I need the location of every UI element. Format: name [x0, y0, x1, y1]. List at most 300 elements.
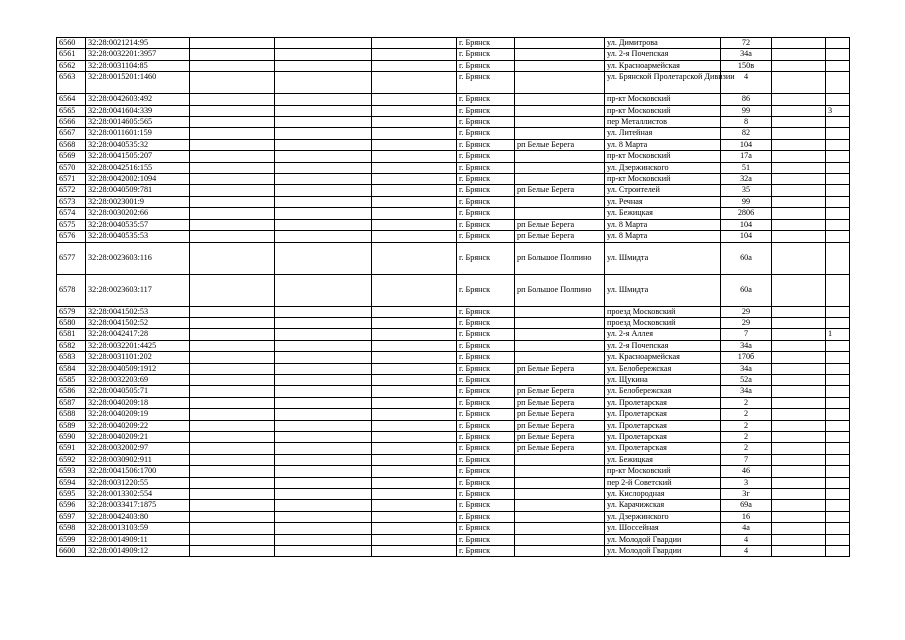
table-row: [57, 72, 850, 94]
cell-settlement: [515, 511, 605, 522]
cell-col-11: [826, 363, 850, 374]
cell-city: г. Брянск: [457, 317, 515, 328]
cell-col-4: [275, 151, 372, 162]
cell-row-number: 6576: [57, 231, 86, 242]
cell-col-4: [275, 386, 372, 397]
cell-house-number: 34а: [721, 386, 772, 397]
table-row: [57, 443, 850, 454]
cell-col-4: [275, 523, 372, 534]
cell-house-number: 2: [721, 420, 772, 431]
cell-row-number: 6592: [57, 454, 86, 465]
cell-cadastral-number: 32:28:0015201:1460: [86, 72, 190, 94]
cell-house-number: 104: [721, 139, 772, 150]
cell-col-3: [190, 500, 275, 511]
cell-city: г. Брянск: [457, 352, 515, 363]
cell-col-11: [826, 38, 850, 49]
cell-settlement: рп Белые Берега: [515, 409, 605, 420]
cell-street: ул. 8 Марта: [605, 219, 721, 230]
cell-col-5: [372, 523, 457, 534]
cell-cadastral-number: 32:28:0032201:3957: [86, 49, 190, 60]
table-row: [57, 534, 850, 545]
cell-row-number: 6560: [57, 38, 86, 49]
cell-cadastral-number: 32:28:0042516:155: [86, 162, 190, 173]
cell-col-10: [772, 60, 826, 71]
cell-cadastral-number: 32:28:0041502:52: [86, 317, 190, 328]
cell-col-10: [772, 386, 826, 397]
table-row: [57, 196, 850, 207]
cell-cadastral-number: 32:28:0042002:1094: [86, 174, 190, 185]
cell-street: ул. Дзержинского: [605, 162, 721, 173]
table-row: [57, 117, 850, 128]
cell-settlement: [515, 523, 605, 534]
cell-col-5: [372, 60, 457, 71]
cell-house-number: 86: [721, 94, 772, 105]
table-row: [57, 329, 850, 340]
cell-cadastral-number: 32:28:0030902:911: [86, 454, 190, 465]
cell-settlement: рп Большое Полпино: [515, 274, 605, 306]
cell-settlement: [515, 174, 605, 185]
cell-col-5: [372, 128, 457, 139]
cell-street: пер Металлистов: [605, 117, 721, 128]
cell-city: г. Брянск: [457, 128, 515, 139]
cell-col-10: [772, 208, 826, 219]
cell-street: ул. 8 Марта: [605, 231, 721, 242]
cell-row-number: 6590: [57, 431, 86, 442]
cell-col-4: [275, 511, 372, 522]
cell-cadastral-number: 32:28:0040509:781: [86, 185, 190, 196]
cell-settlement: [515, 489, 605, 500]
cell-house-number: 46: [721, 466, 772, 477]
cell-col-4: [275, 49, 372, 60]
cell-col-4: [275, 546, 372, 557]
cell-col-3: [190, 151, 275, 162]
cell-city: г. Брянск: [457, 196, 515, 207]
cell-col-3: [190, 386, 275, 397]
cell-city: г. Брянск: [457, 105, 515, 116]
cell-city: г. Брянск: [457, 340, 515, 351]
cell-street: пр-кт Московский: [605, 466, 721, 477]
cell-street: ул. Строителей: [605, 185, 721, 196]
cell-cadastral-number: 32:28:0033417:1875: [86, 500, 190, 511]
cell-street: ул. Шоссейная: [605, 523, 721, 534]
cell-col-10: [772, 162, 826, 173]
cell-row-number: 6575: [57, 219, 86, 230]
cell-col-10: [772, 443, 826, 454]
table-row: [57, 242, 850, 274]
cell-col-4: [275, 174, 372, 185]
table-row: [57, 511, 850, 522]
cell-row-number: 6600: [57, 546, 86, 557]
cell-cadastral-number: 32:28:0031104:85: [86, 60, 190, 71]
cell-cadastral-number: 32:28:0013103:59: [86, 523, 190, 534]
cell-settlement: [515, 49, 605, 60]
cell-col-4: [275, 500, 372, 511]
table-row: [57, 49, 850, 60]
cell-street: ул. Белобережская: [605, 386, 721, 397]
cell-street: ул. Бежицкая: [605, 208, 721, 219]
cell-row-number: 6589: [57, 420, 86, 431]
cell-col-5: [372, 363, 457, 374]
cell-house-number: 2806: [721, 208, 772, 219]
cell-col-10: [772, 174, 826, 185]
cell-house-number: 4: [721, 534, 772, 545]
cell-col-3: [190, 242, 275, 274]
cell-col-4: [275, 105, 372, 116]
cell-col-3: [190, 139, 275, 150]
cell-house-number: 4а: [721, 523, 772, 534]
table-row: [57, 208, 850, 219]
cell-col-5: [372, 511, 457, 522]
table-row: [57, 231, 850, 242]
cell-house-number: 4: [721, 72, 772, 94]
cell-street: пр-кт Московский: [605, 105, 721, 116]
cell-col-10: [772, 454, 826, 465]
cell-col-3: [190, 466, 275, 477]
cell-house-number: 8: [721, 117, 772, 128]
cell-col-5: [372, 38, 457, 49]
cell-cadastral-number: 32:28:0041502:53: [86, 306, 190, 317]
cell-street: ул. Молодой Гвардии: [605, 534, 721, 545]
cell-col-5: [372, 534, 457, 545]
cell-city: г. Брянск: [457, 397, 515, 408]
table-row: [57, 431, 850, 442]
cell-row-number: 6561: [57, 49, 86, 60]
cell-col-5: [372, 489, 457, 500]
cell-row-number: 6564: [57, 94, 86, 105]
cell-street: ул. Белобережская: [605, 363, 721, 374]
cell-col-11: [826, 317, 850, 328]
cell-street: ул. Бежицкая: [605, 454, 721, 465]
table-row: [57, 128, 850, 139]
cell-col-11: [826, 139, 850, 150]
cell-house-number: 170б: [721, 352, 772, 363]
cell-settlement: рп Белые Берега: [515, 363, 605, 374]
cell-col-3: [190, 431, 275, 442]
cell-col-3: [190, 454, 275, 465]
cell-col-10: [772, 38, 826, 49]
cell-col-5: [372, 317, 457, 328]
table-row: [57, 139, 850, 150]
cell-street: ул. 2-я Почепская: [605, 340, 721, 351]
cell-col-11: [826, 128, 850, 139]
cell-col-4: [275, 431, 372, 442]
cell-street: ул. 2-я Аллея: [605, 329, 721, 340]
cell-col-3: [190, 511, 275, 522]
cell-col-10: [772, 274, 826, 306]
cell-col-5: [372, 546, 457, 557]
cell-col-4: [275, 409, 372, 420]
cell-col-5: [372, 443, 457, 454]
cell-col-3: [190, 174, 275, 185]
cell-cadastral-number: 32:28:0040535:53: [86, 231, 190, 242]
cell-settlement: [515, 317, 605, 328]
cell-city: г. Брянск: [457, 454, 515, 465]
cell-city: г. Брянск: [457, 162, 515, 173]
cell-col-5: [372, 139, 457, 150]
cell-row-number: 6586: [57, 386, 86, 397]
cell-row-number: 6578: [57, 274, 86, 306]
cell-city: г. Брянск: [457, 185, 515, 196]
cell-col-11: [826, 231, 850, 242]
cell-settlement: рп Белые Берега: [515, 386, 605, 397]
cell-col-11: [826, 534, 850, 545]
cell-col-3: [190, 38, 275, 49]
cell-col-3: [190, 219, 275, 230]
cell-settlement: [515, 329, 605, 340]
cell-col-3: [190, 409, 275, 420]
cell-settlement: рп Белые Берега: [515, 231, 605, 242]
cell-col-11: [826, 208, 850, 219]
cell-cadastral-number: 32:28:0040209:22: [86, 420, 190, 431]
cell-col-11: [826, 523, 850, 534]
cell-city: г. Брянск: [457, 151, 515, 162]
cell-settlement: [515, 454, 605, 465]
cell-city: г. Брянск: [457, 363, 515, 374]
cell-house-number: 34а: [721, 363, 772, 374]
cell-settlement: [515, 466, 605, 477]
cell-col-5: [372, 329, 457, 340]
cell-col-3: [190, 397, 275, 408]
cell-settlement: рп Белые Берега: [515, 397, 605, 408]
cell-house-number: 150в: [721, 60, 772, 71]
cell-street: пр-кт Московский: [605, 151, 721, 162]
cell-col-5: [372, 409, 457, 420]
cell-col-11: [826, 489, 850, 500]
cell-settlement: [515, 500, 605, 511]
cell-col-5: [372, 151, 457, 162]
table-row: [57, 454, 850, 465]
cell-col-10: [772, 489, 826, 500]
cell-col-5: [372, 466, 457, 477]
cell-street: проезд Московский: [605, 306, 721, 317]
cell-col-5: [372, 242, 457, 274]
cell-col-5: [372, 196, 457, 207]
cell-row-number: 6597: [57, 511, 86, 522]
cell-col-3: [190, 196, 275, 207]
cell-cadastral-number: 32:28:0040209:19: [86, 409, 190, 420]
cell-col-10: [772, 523, 826, 534]
cell-col-11: [826, 274, 850, 306]
cell-house-number: 29: [721, 317, 772, 328]
cell-house-number: 2: [721, 409, 772, 420]
cell-city: г. Брянск: [457, 306, 515, 317]
cell-street: ул. Пролетарская: [605, 397, 721, 408]
cell-col-10: [772, 94, 826, 105]
cell-house-number: 60а: [721, 242, 772, 274]
cell-street: ул. Красноармейская: [605, 60, 721, 71]
cell-row-number: 6563: [57, 72, 86, 94]
table-row: [57, 94, 850, 105]
table-row: [57, 162, 850, 173]
cell-row-number: 6570: [57, 162, 86, 173]
cell-col-3: [190, 523, 275, 534]
cell-col-3: [190, 443, 275, 454]
table-row: [57, 500, 850, 511]
cell-city: г. Брянск: [457, 174, 515, 185]
cell-col-4: [275, 185, 372, 196]
cell-col-3: [190, 306, 275, 317]
cell-col-4: [275, 352, 372, 363]
table-row: [57, 38, 850, 49]
cell-col-11: 1: [826, 329, 850, 340]
cell-city: г. Брянск: [457, 139, 515, 150]
cell-col-10: [772, 534, 826, 545]
cell-col-3: [190, 128, 275, 139]
cell-col-10: [772, 397, 826, 408]
cell-col-10: [772, 196, 826, 207]
cell-house-number: 4: [721, 546, 772, 557]
cell-settlement: рп Белые Берега: [515, 219, 605, 230]
cell-street: ул. Пролетарская: [605, 409, 721, 420]
cell-col-11: [826, 117, 850, 128]
cell-col-4: [275, 466, 372, 477]
cell-row-number: 6574: [57, 208, 86, 219]
cell-cadastral-number: 32:28:0031101:202: [86, 352, 190, 363]
cell-city: г. Брянск: [457, 420, 515, 431]
cell-col-11: [826, 431, 850, 442]
cell-settlement: [515, 128, 605, 139]
cell-row-number: 6567: [57, 128, 86, 139]
cell-col-11: [826, 374, 850, 385]
cell-street: ул. Шмидта: [605, 274, 721, 306]
cell-col-5: [372, 94, 457, 105]
cell-row-number: 6572: [57, 185, 86, 196]
cell-house-number: 82: [721, 128, 772, 139]
cell-street: ул. Карачижская: [605, 500, 721, 511]
cell-col-11: [826, 443, 850, 454]
table-row: [57, 546, 850, 557]
cell-settlement: [515, 151, 605, 162]
cell-col-4: [275, 117, 372, 128]
cell-col-11: [826, 242, 850, 274]
cell-settlement: [515, 117, 605, 128]
cell-col-5: [372, 420, 457, 431]
cell-col-3: [190, 420, 275, 431]
cell-cadastral-number: 32:28:0014605:565: [86, 117, 190, 128]
cell-col-5: [372, 477, 457, 488]
cell-col-5: [372, 219, 457, 230]
cell-col-4: [275, 208, 372, 219]
cell-col-3: [190, 208, 275, 219]
cell-col-10: [772, 72, 826, 94]
cell-street: ул. Пролетарская: [605, 420, 721, 431]
cell-col-4: [275, 196, 372, 207]
cell-col-5: [372, 431, 457, 442]
cell-street: пр-кт Московский: [605, 94, 721, 105]
cell-col-4: [275, 72, 372, 94]
cell-city: г. Брянск: [457, 38, 515, 49]
cell-cadastral-number: 32:28:0041505:207: [86, 151, 190, 162]
cell-cadastral-number: 32:28:0014909:11: [86, 534, 190, 545]
cell-col-10: [772, 363, 826, 374]
cell-city: г. Брянск: [457, 219, 515, 230]
cell-col-4: [275, 489, 372, 500]
cell-row-number: 6580: [57, 317, 86, 328]
cell-city: г. Брянск: [457, 431, 515, 442]
cell-settlement: [515, 94, 605, 105]
cell-col-4: [275, 317, 372, 328]
cell-col-11: [826, 386, 850, 397]
cell-house-number: 32а: [721, 174, 772, 185]
cell-col-3: [190, 94, 275, 105]
table-row: [57, 306, 850, 317]
cell-col-4: [275, 162, 372, 173]
cell-col-11: 3: [826, 105, 850, 116]
table-row: [57, 409, 850, 420]
cell-street: ул. Щукина: [605, 374, 721, 385]
cell-col-4: [275, 363, 372, 374]
cell-col-11: [826, 546, 850, 557]
cell-col-3: [190, 489, 275, 500]
cell-street: ул. Речная: [605, 196, 721, 207]
cell-cadastral-number: 32:28:0040535:57: [86, 219, 190, 230]
cell-col-3: [190, 185, 275, 196]
cell-cadastral-number: 32:28:0042603:492: [86, 94, 190, 105]
cell-house-number: 69а: [721, 500, 772, 511]
cell-row-number: 6581: [57, 329, 86, 340]
cell-house-number: 104: [721, 231, 772, 242]
cell-row-number: 6579: [57, 306, 86, 317]
cell-col-3: [190, 477, 275, 488]
cell-col-11: [826, 397, 850, 408]
cell-row-number: 6598: [57, 523, 86, 534]
cell-col-4: [275, 231, 372, 242]
cell-city: г. Брянск: [457, 500, 515, 511]
cell-col-3: [190, 329, 275, 340]
cell-col-5: [372, 185, 457, 196]
cell-col-10: [772, 49, 826, 60]
cell-col-4: [275, 340, 372, 351]
cell-col-10: [772, 185, 826, 196]
cell-col-4: [275, 443, 372, 454]
cell-col-5: [372, 105, 457, 116]
cell-col-10: [772, 151, 826, 162]
cell-col-4: [275, 397, 372, 408]
cell-street: проезд Московский: [605, 317, 721, 328]
cell-settlement: [515, 38, 605, 49]
cell-city: г. Брянск: [457, 117, 515, 128]
cell-house-number: 3: [721, 477, 772, 488]
cell-house-number: 104: [721, 219, 772, 230]
cell-house-number: 29: [721, 306, 772, 317]
cell-col-4: [275, 274, 372, 306]
cell-col-5: [372, 162, 457, 173]
cell-row-number: 6562: [57, 60, 86, 71]
cell-street: ул. Молодой Гвардии: [605, 546, 721, 557]
table-row: [57, 317, 850, 328]
table-body: [57, 38, 850, 557]
cell-house-number: 2: [721, 397, 772, 408]
table-row: [57, 477, 850, 488]
cell-city: г. Брянск: [457, 231, 515, 242]
cell-cadastral-number: 32:28:0041506:1700: [86, 466, 190, 477]
cell-house-number: 72: [721, 38, 772, 49]
cell-col-4: [275, 329, 372, 340]
cell-row-number: 6596: [57, 500, 86, 511]
cell-col-11: [826, 477, 850, 488]
table-row: [57, 60, 850, 71]
cell-settlement: рп Белые Берега: [515, 431, 605, 442]
cell-street: ул. Шмидта: [605, 242, 721, 274]
cell-street: ул. Красноармейская: [605, 352, 721, 363]
cell-cadastral-number: 32:28:0042417:28: [86, 329, 190, 340]
table-row: [57, 340, 850, 351]
cell-col-5: [372, 500, 457, 511]
cell-col-3: [190, 374, 275, 385]
table-row: [57, 374, 850, 385]
cell-house-number: 16: [721, 511, 772, 522]
cell-settlement: [515, 534, 605, 545]
